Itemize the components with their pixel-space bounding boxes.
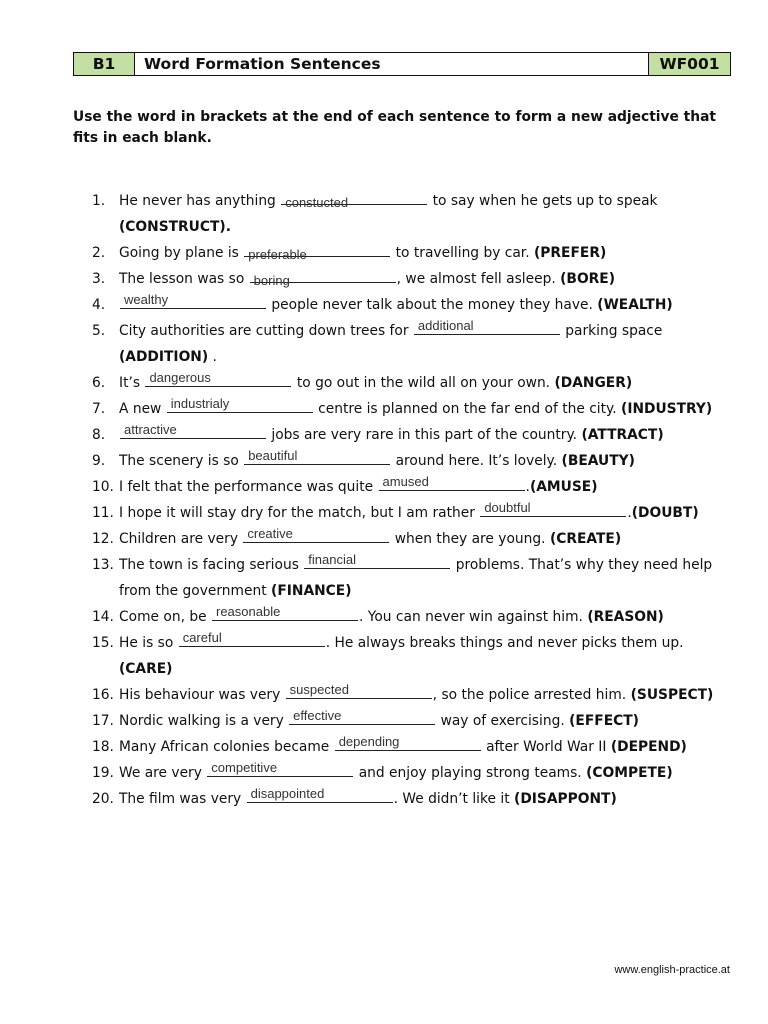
exercise-item (92, 788, 732, 814)
answer-text: attractive (124, 422, 177, 437)
item-line-continued (119, 346, 732, 372)
exercise-item (92, 424, 732, 450)
item-line (119, 606, 732, 632)
item-line-continued (119, 658, 732, 684)
answer-text: depending (338, 734, 400, 749)
item-line-continued (119, 216, 732, 242)
exercise-item (92, 684, 732, 710)
item-text-after: , we almost fell asleep. (396, 271, 556, 287)
exercise-item (92, 762, 732, 788)
item-text-after: to travelling by car. (395, 245, 530, 261)
exercise-item (92, 190, 732, 242)
answer-blank[interactable] (244, 242, 390, 262)
keyword: (EFFECT) (569, 713, 639, 729)
exercise-item (92, 606, 732, 632)
item-text-before: The lesson was so (119, 271, 245, 287)
item-text-after: , so the police arrested him. (432, 687, 627, 703)
answer-text: preferable (248, 247, 307, 262)
answer-blank[interactable] (120, 424, 266, 439)
answer-text: creative (247, 526, 293, 541)
item-line (119, 398, 732, 424)
answer-blank[interactable] (250, 268, 396, 288)
item-text-before: He never has anything (119, 193, 276, 209)
item-line (119, 242, 732, 268)
exercise-item (92, 476, 732, 502)
keyword: (ADDITION) (119, 349, 209, 365)
exercise-item (92, 398, 732, 424)
item-text-after: way of exercising. (440, 713, 565, 729)
item-line (119, 684, 732, 710)
item-line (119, 710, 732, 736)
item-line (119, 736, 732, 762)
exercise-item (92, 372, 732, 398)
item-line (119, 788, 732, 814)
exercise-item (92, 502, 732, 528)
item-number: 9. (92, 453, 106, 469)
answer-text: beautiful (248, 448, 298, 463)
item-number: 20. (92, 791, 114, 807)
keyword: (DOUBT) (631, 505, 699, 521)
exercise-item (92, 736, 732, 762)
item-text-after: jobs are very rare in this part of the country. (271, 427, 578, 443)
item-line (119, 190, 732, 216)
keyword: (WEALTH) (597, 297, 673, 313)
answer-blank[interactable] (244, 450, 390, 465)
item-text-before: Children are very (119, 531, 238, 547)
exercise-item (92, 632, 732, 684)
keyword: (CONSTRUCT). (119, 219, 231, 235)
item-line (119, 268, 732, 294)
keyword: (FINANCE) (271, 583, 352, 599)
answer-blank[interactable] (379, 476, 525, 491)
item-number: 4. (92, 297, 106, 313)
item-text-after: . (627, 505, 632, 521)
answer-blank[interactable] (247, 788, 393, 803)
keyword: (INDUSTRY) (621, 401, 713, 417)
keyword: (REASON) (587, 609, 664, 625)
exercise-item (92, 710, 732, 736)
answer-text: industrialy (170, 396, 230, 411)
answer-blank[interactable] (289, 710, 435, 725)
keyword: (DANGER) (554, 375, 633, 391)
worksheet-code: WF001 (649, 53, 730, 75)
item-text-after: problems. That’s why they need help (455, 557, 713, 573)
item-text-before: I hope it will stay dry for the match, but I am rather (119, 505, 475, 521)
answer-text: reasonable (215, 604, 281, 619)
keyword: (DEPEND) (610, 739, 687, 755)
answer-blank[interactable] (145, 372, 291, 387)
exercise-item (92, 554, 732, 606)
keyword: (AMUSE) (529, 479, 598, 495)
item-number: 1. (92, 193, 106, 209)
item-number: 2. (92, 245, 106, 261)
worksheet-header (73, 52, 731, 76)
item-text-before: His behaviour was very (119, 687, 281, 703)
answer-blank[interactable] (286, 684, 432, 699)
answer-blank[interactable] (480, 502, 626, 517)
answer-text: boring (253, 273, 290, 288)
exercise-item (92, 528, 732, 554)
answer-text: suspected (289, 682, 349, 697)
item-line (119, 632, 732, 658)
item-text-after: to say when he gets up to speak (432, 193, 658, 209)
answer-text: careful (182, 630, 222, 645)
item-text-continued: from the government (119, 583, 267, 599)
answer-blank[interactable] (335, 736, 481, 751)
keyword: (PREFER) (534, 245, 607, 261)
item-text-before: The film was very (119, 791, 242, 807)
item-line (119, 528, 732, 554)
instructions: Use the word in brackets at the end of each sentence to form a new adjective that fits in each blank. (73, 109, 717, 146)
exercise-item (92, 242, 732, 268)
item-line (119, 502, 732, 528)
answer-text: amused (382, 474, 429, 489)
keyword: (BEAUTY) (561, 453, 635, 469)
item-text-before: Come on, be (119, 609, 207, 625)
answer-blank[interactable] (179, 632, 325, 647)
exercise-item (92, 450, 732, 476)
item-text-after: around here. It’s lovely. (395, 453, 558, 469)
item-text-after: . (525, 479, 530, 495)
item-text-before: City authorities are cutting down trees for (119, 323, 409, 339)
item-number: 18. (92, 739, 114, 755)
item-text-before: The town is facing serious (119, 557, 299, 573)
item-number: 19. (92, 765, 114, 781)
answer-text: effective (293, 708, 342, 723)
item-text-after: to go out in the wild all on your own. (296, 375, 551, 391)
answer-blank[interactable] (167, 398, 313, 413)
item-text-before: I felt that the performance was quite (119, 479, 374, 495)
answer-text: dangerous (149, 370, 211, 385)
item-number: 10. (92, 479, 114, 495)
item-text-after: parking space (565, 323, 663, 339)
item-number: 15. (92, 635, 114, 651)
item-number: 16. (92, 687, 114, 703)
item-text-after: centre is planned on the far end of the city. (318, 401, 617, 417)
item-text-after: when they are young. (394, 531, 546, 547)
item-text-after: . You can never win against him. (358, 609, 583, 625)
item-number: 13. (92, 557, 114, 573)
item-tail: . (212, 349, 217, 365)
keyword: (CARE) (119, 661, 173, 677)
answer-text: disappointed (250, 786, 325, 801)
item-text-before: The scenery is so (119, 453, 239, 469)
answer-blank[interactable] (281, 190, 427, 210)
item-line (119, 554, 732, 580)
item-text-before: A new (119, 401, 162, 417)
level-label: B1 (74, 53, 135, 75)
item-number: 7. (92, 401, 106, 417)
answer-blank[interactable] (207, 762, 353, 777)
exercise-item (92, 320, 732, 372)
keyword: (BORE) (560, 271, 616, 287)
answer-blank[interactable] (243, 528, 389, 543)
item-text-after: and enjoy playing strong teams. (358, 765, 582, 781)
item-text-before: He is so (119, 635, 174, 651)
item-number: 12. (92, 531, 114, 547)
item-line-continued (119, 580, 732, 606)
item-text-after: . He always breaks things and never picks them up. (325, 635, 684, 651)
answer-blank[interactable] (304, 554, 450, 569)
keyword: (COMPETE) (586, 765, 673, 781)
item-line (119, 476, 732, 502)
item-number: 6. (92, 375, 106, 391)
answer-blank[interactable] (120, 294, 266, 309)
item-number: 17. (92, 713, 114, 729)
item-text-before: We are very (119, 765, 202, 781)
footer-url: www.english-practice.at (614, 964, 730, 976)
item-number: 11. (92, 505, 114, 521)
item-line (119, 320, 732, 346)
answer-text: additional (417, 318, 474, 333)
item-number: 5. (92, 323, 106, 339)
exercise-item (92, 268, 732, 294)
answer-text: doubtful (484, 500, 531, 515)
keyword: (DISAPPONT) (514, 791, 617, 807)
item-text-after: after World War II (486, 739, 607, 755)
item-line (119, 294, 732, 320)
item-line (119, 762, 732, 788)
answer-blank[interactable] (414, 320, 560, 335)
item-number: 14. (92, 609, 114, 625)
item-text-before: Nordic walking is a very (119, 713, 284, 729)
keyword: (ATTRACT) (581, 427, 664, 443)
item-line (119, 450, 732, 476)
answer-text: financial (308, 552, 356, 567)
answer-text: constucted (285, 195, 349, 210)
answer-text: competitive (211, 760, 278, 775)
answer-blank[interactable] (212, 606, 358, 621)
item-line (119, 372, 732, 398)
item-text-before: It’s (119, 375, 141, 391)
item-text-before: Going by plane is (119, 245, 239, 261)
item-text-after: . We didn’t like it (393, 791, 510, 807)
item-text-after: people never talk about the money they have. (271, 297, 593, 313)
item-number: 8. (92, 427, 106, 443)
answer-text: wealthy (124, 292, 169, 307)
item-line (119, 424, 732, 450)
item-number: 3. (92, 271, 106, 287)
item-text-before: Many African colonies became (119, 739, 330, 755)
keyword: (CREATE) (549, 531, 622, 547)
exercise-list (92, 190, 732, 814)
keyword: (SUSPECT) (630, 687, 714, 703)
worksheet-title: Word Formation Sentences (135, 53, 649, 75)
exercise-item (92, 294, 732, 320)
